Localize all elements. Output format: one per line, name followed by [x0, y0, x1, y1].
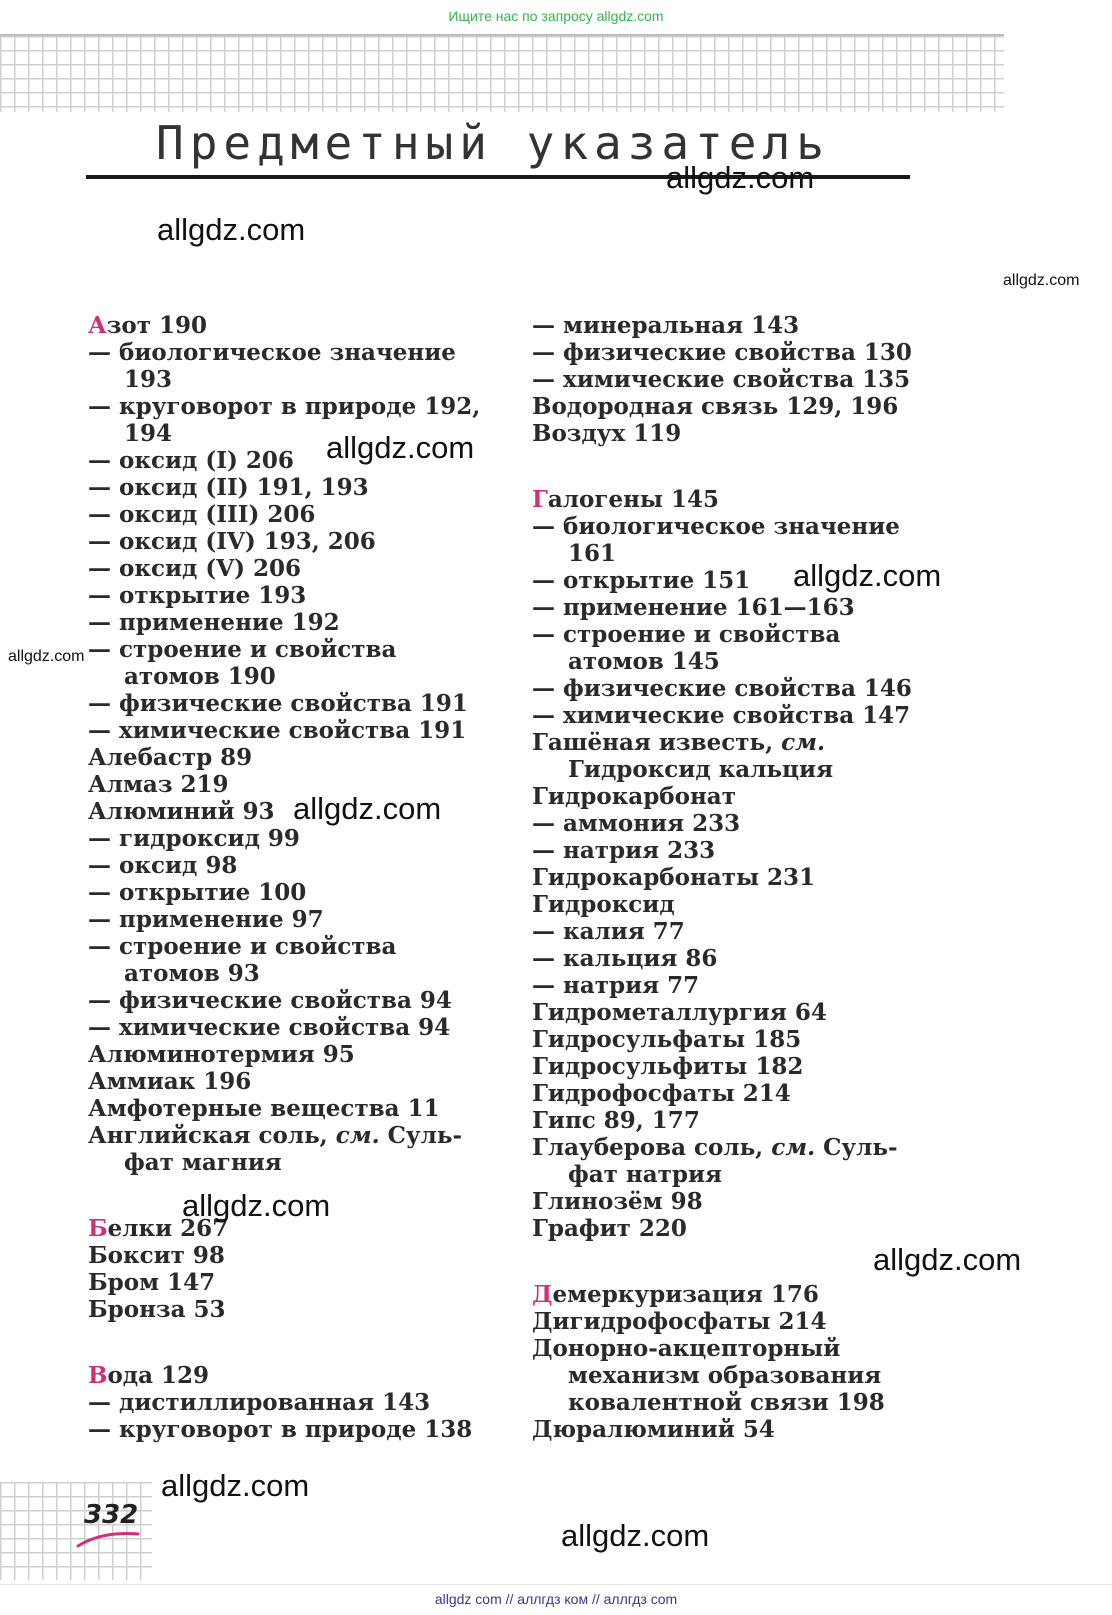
- index-entry: Графит 220: [532, 1215, 687, 1242]
- index-entry: Алебастр 89: [88, 744, 253, 771]
- index-entry-continuation: атомов 93: [124, 960, 260, 987]
- index-entry: Глинозём 98: [532, 1188, 703, 1215]
- section-initial-letter: Г: [532, 486, 548, 513]
- index-entry: Гидрофосфаты 214: [532, 1080, 791, 1107]
- section-initial-letter: А: [88, 312, 107, 339]
- watermark: allgdz.com: [873, 1242, 1022, 1277]
- entry-text: Гашёная известь,: [532, 729, 782, 756]
- index-entry: — биологическое значение: [532, 513, 900, 540]
- watermark: allgdz.com: [1003, 272, 1080, 289]
- index-entry: [88, 312, 508, 339]
- index-column-left: [88, 312, 508, 1443]
- index-entry: Водородная связь 129, 196: [532, 393, 899, 420]
- page-number: 332: [84, 1500, 139, 1530]
- watermark: allgdz.com: [161, 1468, 310, 1503]
- index-entry: — дистиллированная 143: [88, 1389, 431, 1416]
- watermark: allgdz.com: [666, 160, 815, 195]
- index-entry: — оксид (IV) 193, 206: [88, 528, 376, 555]
- index-entry: — биологическое значение: [88, 339, 456, 366]
- index-entry: — калия 77: [532, 918, 685, 945]
- top-banner[interactable]: Ищите нас по запросу allgdz.com: [0, 0, 1112, 34]
- index-entry: — физические свойства 130: [532, 339, 912, 366]
- index-entry: Донорно-акцепторный: [532, 1335, 841, 1362]
- section-initial-letter: Д: [532, 1281, 553, 1308]
- index-entry: Алюминий 93: [88, 798, 275, 825]
- watermark: allgdz.com: [8, 648, 85, 665]
- index-entry: Воздух 119: [532, 420, 682, 447]
- index-entry: — применение 192: [88, 609, 340, 636]
- index-entry-continuation: атомов 190: [124, 663, 276, 690]
- index-entry: — оксид (III) 206: [88, 501, 316, 528]
- entry-text: Английская соль,: [88, 1122, 336, 1149]
- index-entry: — кальция 86: [532, 945, 718, 972]
- grid-paper-header: [0, 34, 1004, 112]
- watermark: allgdz.com: [326, 430, 475, 465]
- bottom-banner[interactable]: allgdz com // аллгдз ком // аллгдз com: [0, 1584, 1112, 1615]
- index-entry: — круговорот в природе 192,: [88, 393, 481, 420]
- entry-text: Суль-: [815, 1134, 898, 1161]
- watermark: allgdz.com: [561, 1518, 710, 1553]
- index-entry: — физические свойства 146: [532, 675, 912, 702]
- index-entry: — применение 161—163: [532, 594, 855, 621]
- entry-text: алогены 145: [547, 486, 719, 513]
- index-entry: — натрия 233: [532, 837, 716, 864]
- index-entry-continuation: 194: [124, 420, 173, 447]
- section-initial-letter: В: [88, 1362, 108, 1389]
- index-entry-continuation: атомов 145: [568, 648, 720, 675]
- index-entry: [532, 1134, 952, 1161]
- section-gap: [88, 1323, 508, 1362]
- see-reference: см.: [781, 729, 825, 756]
- index-entry-continuation: механизм образования: [568, 1362, 882, 1389]
- index-entry: — оксид 98: [88, 852, 238, 879]
- index-entry: — строение и свойства: [88, 933, 397, 960]
- index-entry: — открытие 193: [88, 582, 307, 609]
- index-entry-continuation: фат натрия: [568, 1161, 723, 1188]
- index-entry-continuation: 193: [124, 366, 173, 393]
- index-entry: — физические свойства 94: [88, 987, 452, 1014]
- index-entry: [88, 1362, 508, 1389]
- index-entry: [88, 1122, 508, 1149]
- index-entry: Гидросульфаты 185: [532, 1026, 802, 1053]
- index-entry: — оксид (V) 206: [88, 555, 301, 582]
- section-initial-letter: Б: [88, 1215, 108, 1242]
- index-entry: — строение и свойства: [88, 636, 397, 663]
- index-entry: Амфотерные вещества 11: [88, 1095, 440, 1122]
- index-entry: — аммония 233: [532, 810, 741, 837]
- index-entry: — физические свойства 191: [88, 690, 468, 717]
- index-entry: Бром 147: [88, 1269, 216, 1296]
- entry-text: Суль-: [379, 1122, 463, 1149]
- index-entry-continuation: Гидроксид кальция: [568, 756, 834, 783]
- index-entry: — открытие 100: [88, 879, 307, 906]
- index-entry: — химические свойства 135: [532, 366, 911, 393]
- index-entry: [532, 1281, 952, 1308]
- index-entry: Гидроксид: [532, 891, 675, 918]
- index-entry: — гидроксид 99: [88, 825, 300, 852]
- entry-text: Глауберова соль,: [532, 1134, 772, 1161]
- index-entry: — натрия 77: [532, 972, 700, 999]
- page-title: Предметный указатель: [156, 116, 830, 170]
- index-entry-continuation: фат магния: [124, 1149, 282, 1176]
- index-entry: Гидрокарбонат: [532, 783, 736, 810]
- watermark: allgdz.com: [157, 212, 306, 247]
- index-entry: Гидрометаллургия 64: [532, 999, 827, 1026]
- index-entry: Гидрокарбонаты 231: [532, 864, 816, 891]
- index-entry-continuation: ковалентной связи 198: [568, 1389, 885, 1416]
- entry-text: ода 129: [107, 1362, 210, 1389]
- index-entry: [532, 486, 952, 513]
- index-entry: — химические свойства 191: [88, 717, 467, 744]
- index-entry: Аммиак 196: [88, 1068, 252, 1095]
- watermark: allgdz.com: [182, 1188, 331, 1223]
- index-entry: — химические свойства 94: [88, 1014, 451, 1041]
- index-entry: Дигидрофосфаты 214: [532, 1308, 827, 1335]
- index-entry: Алмаз 219: [88, 771, 229, 798]
- index-entry: Алюминотермия 95: [88, 1041, 355, 1068]
- index-entry: — круговорот в природе 138: [88, 1416, 473, 1443]
- index-entry: — оксид (I) 206: [88, 447, 294, 474]
- index-entry: — химические свойства 147: [532, 702, 911, 729]
- index-entry-continuation: 161: [568, 540, 617, 567]
- index-entry: — минеральная 143: [532, 312, 800, 339]
- entry-text: елки 267: [107, 1215, 229, 1242]
- index-entry: Гидросульфиты 182: [532, 1053, 804, 1080]
- see-reference: см.: [771, 1134, 816, 1161]
- watermark: allgdz.com: [293, 791, 442, 826]
- index-entry: Бронза 53: [88, 1296, 226, 1323]
- index-entry: Гипс 89, 177: [532, 1107, 700, 1134]
- index-entry: — оксид (II) 191, 193: [88, 474, 369, 501]
- index-entry: — строение и свойства: [532, 621, 841, 648]
- entry-text: емеркуризация 176: [552, 1281, 819, 1308]
- entry-text: зот 190: [106, 312, 208, 339]
- index-entry: Боксит 98: [88, 1242, 225, 1269]
- watermark: allgdz.com: [793, 558, 942, 593]
- index-entry: [532, 729, 952, 756]
- index-entry: — открытие 151: [532, 567, 751, 594]
- index-entry: — применение 97: [88, 906, 324, 933]
- see-reference: см.: [335, 1122, 380, 1149]
- index-entry: Дюралюминий 54: [532, 1416, 775, 1443]
- page-number-swoosh: [76, 1528, 140, 1550]
- section-gap: [532, 447, 952, 486]
